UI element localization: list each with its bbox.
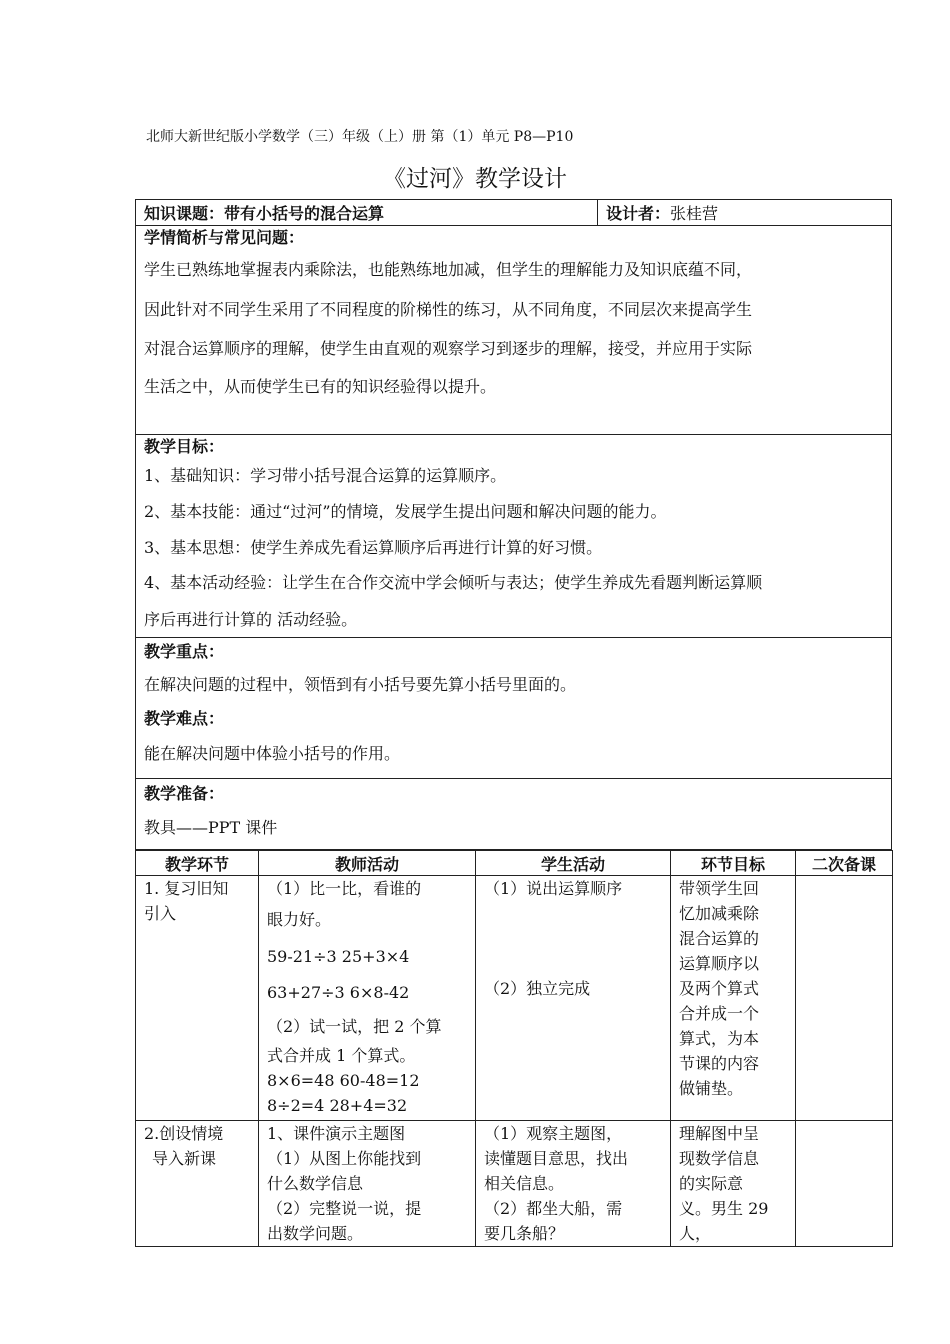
teacher-text: 1、课件演示主题图 <box>267 1124 406 1143</box>
prep-section <box>135 779 892 850</box>
goal-item: 4、基本活动经验：让学生在合作交流中学会倾听与表达；使学生养成先看题判断运算顺 <box>144 573 763 592</box>
goal-text: 人， <box>679 1224 712 1243</box>
document-title: 《过河》教学设计 <box>383 166 567 192</box>
document-header: 北师大新世纪版小学数学（三）年级（上）册 第（1）单元 P8—P10 <box>146 129 574 145</box>
key-point-heading: 教学重点： <box>144 642 225 661</box>
student-cell <box>476 1121 671 1247</box>
teacher-text: 8×6=48 60-48=12 <box>267 1071 420 1090</box>
analysis-line: 学生已熟练地掌握表内乘除法，也能熟练地加减，但学生的理解能力及知识底蕴不同， <box>144 260 753 279</box>
goal-text: 现数学信息 <box>679 1149 760 1168</box>
plan-header-row <box>136 851 893 876</box>
goal-text: 算式，为本 <box>679 1029 760 1048</box>
designer-label: 设计者： <box>606 204 671 223</box>
stage-cell <box>136 1121 259 1247</box>
teacher-text: 63+27÷3 6×8-42 <box>267 983 410 1002</box>
column-header: 学生活动 <box>476 851 671 876</box>
goal-text: 理解图中呈 <box>679 1124 760 1143</box>
analysis-line: 对混合运算顺序的理解，使学生由直观的观察学习到逐步的理解，接受，并应用于实际 <box>144 339 753 358</box>
prep-text: 教具——PPT 课件 <box>144 818 278 837</box>
student-text: （2）独立完成 <box>484 979 591 998</box>
goal-text: 忆加减乘除 <box>679 904 760 923</box>
student-text: （1）观察主题图， <box>484 1124 623 1143</box>
topic-row <box>135 199 892 226</box>
designer-cell <box>598 200 726 225</box>
goal-text: 的实际意 <box>679 1174 744 1193</box>
teacher-text: 59-21÷3 25+3×4 <box>267 947 410 966</box>
goal-item: 2、基本技能：通过“过河”的情境，发展学生提出问题和解决问题的能力。 <box>144 502 667 521</box>
teacher-cell <box>259 1121 476 1247</box>
stage-text: 1. 复习旧知 <box>144 879 229 898</box>
stage-cell <box>136 876 259 1121</box>
goal-text: 运算顺序以 <box>679 954 760 973</box>
note-cell <box>796 876 893 1121</box>
goal-text: 混合运算的 <box>679 929 760 948</box>
teacher-text: （1）从图上你能找到 <box>267 1149 422 1168</box>
goal-item: 序后再进行计算的 活动经验。 <box>144 610 358 629</box>
goal-text: 带领学生回 <box>679 879 760 898</box>
student-text: 要几条船？ <box>484 1224 565 1243</box>
goal-cell <box>671 876 796 1121</box>
goal-text: 义。男生 29 <box>679 1199 769 1218</box>
teacher-cell <box>259 876 476 1121</box>
designer-name: 张桂营 <box>670 204 719 223</box>
focus-section <box>135 638 892 779</box>
teacher-text: 式合并成 1 个算式。 <box>267 1046 416 1065</box>
goal-item: 1、基础知识：学习带小括号混合运算的运算顺序。 <box>144 466 507 485</box>
note-cell <box>796 1121 893 1247</box>
prep-heading: 教学准备： <box>144 784 225 803</box>
column-header: 教师活动 <box>259 851 476 876</box>
analysis-line: 因此针对不同学生采用了不同程度的阶梯性的练习，从不同角度，不同层次来提高学生 <box>144 300 753 319</box>
teacher-text: 8÷2=4 28+4=32 <box>267 1096 408 1115</box>
goal-text: 做铺垫。 <box>679 1079 744 1098</box>
goals-section <box>135 435 892 638</box>
column-header: 教学环节 <box>136 851 259 876</box>
goal-cell <box>671 1121 796 1247</box>
teacher-text: 什么数学信息 <box>267 1174 364 1193</box>
lesson-plan-frame <box>135 199 892 1247</box>
student-cell <box>476 876 671 1121</box>
difficulty-heading: 教学难点： <box>144 709 225 728</box>
key-point-text: 在解决问题的过程中，领悟到有小括号要先算小括号里面的。 <box>144 675 577 694</box>
goal-text: 节课的内容 <box>679 1054 760 1073</box>
table-row <box>136 1121 893 1247</box>
teacher-text: （2）完整说一说，提 <box>267 1199 422 1218</box>
stage-text: 2.创设情境 <box>144 1124 224 1143</box>
goal-item: 3、基本思想：使学生养成先看运算顺序后再进行计算的好习惯。 <box>144 538 603 557</box>
stage-text: 引入 <box>144 904 177 923</box>
column-header: 二次备课 <box>796 851 893 876</box>
teacher-text: （2）试一试，把 2 个算 <box>267 1017 442 1036</box>
plan-table <box>135 850 893 1247</box>
goals-heading: 教学目标： <box>144 437 225 456</box>
student-text: （1）说出运算顺序 <box>484 879 623 898</box>
teacher-text: 眼力好。 <box>267 910 332 929</box>
goal-text: 合并成一个 <box>679 1004 760 1023</box>
difficulty-text: 能在解决问题中体验小括号的作用。 <box>144 744 401 763</box>
analysis-line: 生活之中，从而使学生已有的知识经验得以提升。 <box>144 377 497 396</box>
teacher-text: 出数学问题。 <box>267 1224 364 1243</box>
goal-text: 及两个算式 <box>679 979 760 998</box>
teacher-text: （1）比一比，看谁的 <box>267 879 422 898</box>
analysis-heading: 学情简析与常见问题： <box>144 228 305 247</box>
student-text: （2）都坐大船，需 <box>484 1199 623 1218</box>
topic-label: 知识课题：带有小括号的混合运算 <box>136 200 598 225</box>
student-text: 读懂题目意思，找出 <box>484 1149 629 1168</box>
column-header: 环节目标 <box>671 851 796 876</box>
analysis-section <box>135 226 892 435</box>
stage-text: 导入新课 <box>152 1149 217 1168</box>
table-row <box>136 876 893 1121</box>
student-text: 相关信息。 <box>484 1174 565 1193</box>
